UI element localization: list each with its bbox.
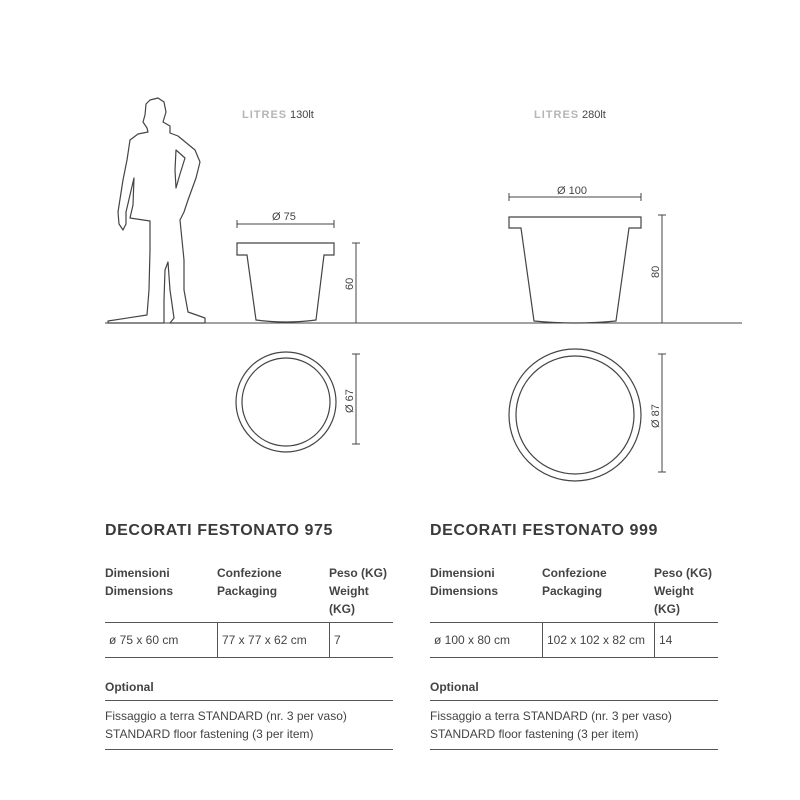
packaging-header: Confezione Packaging — [542, 566, 607, 598]
plan-diameter-975: Ø 67 — [344, 389, 356, 413]
packaging-value: 77 x 77 x 62 cm — [217, 623, 329, 657]
weight-header: Peso (KG) Weight (KG) — [329, 566, 388, 616]
spec-block-975 — [105, 522, 393, 750]
packaging-header: Confezione Packaging — [217, 566, 282, 598]
pot-elevation-975 — [237, 243, 334, 322]
weight-value: 7 — [329, 623, 393, 657]
optional-line-it: Fissaggio a terra STANDARD (nr. 3 per vaso) — [105, 709, 347, 723]
optional-line-en: STANDARD floor fastening (3 per item) — [105, 727, 314, 741]
plan-diameter-999: Ø 87 — [650, 404, 662, 428]
optional-line-it: Fissaggio a terra STANDARD (nr. 3 per vaso) — [430, 709, 672, 723]
spec-header-row — [430, 564, 718, 623]
litres-value-975: 130lt — [290, 109, 314, 121]
product-title: DECORATI FESTONATO 975 — [105, 522, 334, 539]
dimensions-header: Dimensioni Dimensions — [430, 566, 499, 598]
spec-value-row — [430, 623, 718, 658]
litres-label-999: LITRES — [534, 109, 580, 121]
optional-lines — [105, 701, 393, 750]
weight-header: Peso (KG) Weight (KG) — [654, 566, 713, 616]
spec-block-999 — [430, 522, 718, 750]
product-title: DECORATI FESTONATO 999 — [430, 522, 659, 539]
pot-elevation-999 — [509, 217, 641, 323]
spec-value-row — [105, 623, 393, 658]
dimensions-value: ø 75 x 60 cm — [109, 633, 179, 647]
dimensions-header: Dimensioni Dimensions — [105, 566, 174, 598]
optional-lines — [430, 701, 718, 750]
dimensions-value: ø 100 x 80 cm — [434, 633, 511, 647]
height-975: 60 — [344, 277, 356, 290]
optional-title: Optional — [430, 680, 718, 701]
pot-plan-inner-999 — [516, 356, 634, 474]
pot-plan-outer-999 — [509, 349, 641, 481]
optional-line-en: STANDARD floor fastening (3 per item) — [430, 727, 639, 741]
weight-value: 14 — [654, 623, 718, 657]
human-scale-figure — [108, 98, 205, 323]
spec-header-row — [105, 564, 393, 623]
litres-label-975: LITRES — [242, 109, 288, 121]
pot-plan-inner-975 — [242, 358, 330, 446]
litres-value-999: 280lt — [582, 109, 606, 121]
optional-title: Optional — [105, 680, 393, 701]
height-999: 80 — [650, 265, 662, 278]
pot-plan-outer-975 — [236, 352, 336, 452]
top-diameter-999: Ø 100 — [557, 185, 587, 197]
packaging-value: 102 x 102 x 82 cm — [542, 623, 654, 657]
top-diameter-975: Ø 75 — [272, 211, 296, 223]
